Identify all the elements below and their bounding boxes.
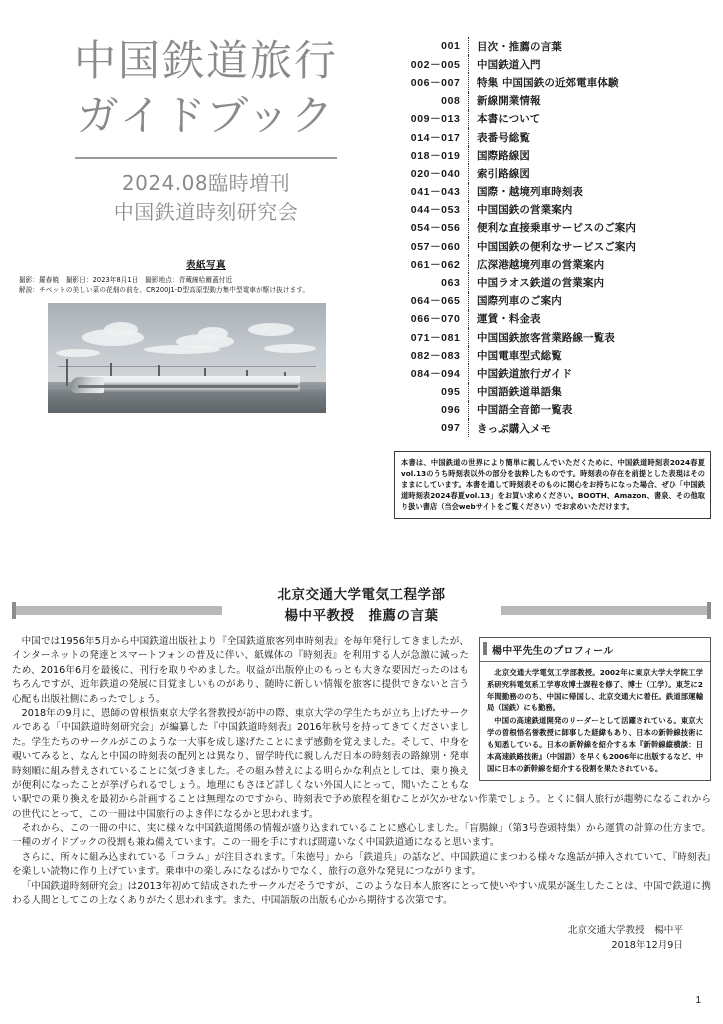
toc-row[interactable] [394, 273, 711, 291]
photo-heading: 表紙写真 [185, 260, 226, 272]
toc-row[interactable] [394, 219, 711, 237]
table-of-contents-column [394, 30, 711, 575]
toc-entry-title: 表番号総覧 [477, 131, 530, 144]
toc-row[interactable] [394, 146, 711, 164]
cover-subtitle [18, 169, 394, 227]
toc-entry-title: 国際・越境列車時刻表 [477, 186, 583, 199]
recommendation-heading-line-2: 楊中平教授 推薦の言葉 [284, 607, 439, 624]
toc-row[interactable] [394, 328, 711, 346]
toc-entry-title: 中国電車型式総覧 [477, 349, 562, 362]
cover-title-line-1: 中国鉄道旅行 [73, 36, 338, 85]
photo-credit-line-2: 解説：チベットの美しい菜の花畑の前を、CR200J1-D型高原型動力集中型電車が駆け抜けます。 [19, 285, 310, 294]
recommendation-paragraph: 「中国鉄道時刻研究会」は2013年初めて結成されたサークルだそうですが、このような日本人旅客にとって使いやすい成果が誕生したことは、中国で鉄道に携わる人間としてこの上なくありがたく思われます。また、中国語版の出版も心から期待する次第です。 [12, 880, 711, 907]
toc-row[interactable] [394, 419, 711, 437]
page-number: 1 [695, 995, 701, 1006]
toc-row[interactable] [394, 37, 711, 55]
photo-cloud [198, 327, 228, 340]
cover-divider [75, 157, 337, 159]
profile-paragraph: 中国の高速鉄道開発のリーダーとして活躍されている。東京大学の曽根悟名誉教授に師事した経緯もあり、日本の新幹線技術にも知悉している。日本の新幹線を紹介する本『新幹線縦横談：日本高速鉄路技術』（中国語）を早くも2006年に出版するなど、中国に日本の新幹線を紹介する役割を果たされている。 [487, 716, 703, 773]
photo-cloud [264, 344, 316, 353]
toc-row[interactable] [394, 292, 711, 310]
toc-row[interactable] [394, 310, 711, 328]
toc-entry-title: 本書について [477, 113, 541, 126]
toc-page-range: 054－056 [410, 222, 461, 235]
toc-entry-title: 中国国鉄旅客営業路線一覧表 [477, 331, 615, 344]
photo-cloud [104, 322, 138, 337]
toc-page-range: 014－017 [410, 131, 461, 144]
toc-entry-title: 索引路線図 [477, 167, 530, 180]
toc-page-range: 096 [441, 403, 461, 416]
recommendation-paragraph: 2018年の9月に、恩師の曽根悟東京大学名誉教授が訪中の際、東京大学の学生たちが立ち上げたサークルである「中国鉄道時刻研究会」が編纂した『中国鉄道時刻表』2016年秋号を持ってきてくださいました。学生たちのサークルがこのような一大事を成し遂げたことにまず感動を覚えました。そして、中身を覗いてみると、なんと中国の時刻表の配列とは異なり、留学時代に親しんだ日本の時刻表の路線別・発車時刻順に組み替えされていることに気づきました。その組み替えによる明らかな利点としては、乗り換えが便利になったことが挙げられるでしょう。地理にもさほど詳しくない外国人にとって、聞いたこともない駅での乗り換えを最初から計画することは無理なのですから、時刻表で予め旅程を組むことが欠かせない作業でしょう。とくに個人旅行が趨勢になるこれからの世代にとって、この一冊は中国旅行のよき伴になるかと思われます。 [12, 707, 711, 820]
photo-credit [18, 276, 394, 295]
profile-box [479, 637, 711, 781]
toc-entry-title: 国際列車のご案内 [477, 295, 562, 308]
recommendation-paragraph: 中国では1956年5月から中国鉄道出版社より『全国鉄道旅客列車時刻表』を毎年発行してきましたが、インターネットの発達とスマートフォンの普及に伴い、紙媒体の『時刻表』を利用する人が急激に減ったため、2016年6月を最後に、刊行を取りやめました。収益が出版停止のもっとも大きな要因だったのはもちろんですが、近年鉄道の発展に目覚ましいものがあり、随時に新しい情報を旅客に提供できないと言う心配も出版社側にあったでしょう。 [12, 636, 469, 705]
photo-high-speed-train [76, 376, 300, 393]
toc-entry-title: 便利な直接乗車サービスのご案内 [477, 222, 636, 235]
toc-page-range: 066－070 [410, 313, 461, 326]
cover-title-line-2: ガイドブック [76, 90, 336, 140]
recommendation-heading-line-1: 北京交通大学電気工程学部 [277, 587, 446, 603]
toc-page-range: 082－083 [410, 349, 461, 362]
toc-row[interactable] [394, 364, 711, 382]
toc-page-range: 009－013 [410, 113, 461, 126]
signature-date: 2018年12月9日 [611, 940, 683, 952]
toc-page-range: 084－094 [410, 367, 461, 380]
toc-row[interactable] [394, 164, 711, 182]
toc-entry-title: 中国国鉄の便利なサービスご案内 [477, 240, 636, 253]
header-ribbon-right [501, 606, 709, 615]
toc-page-range: 061－062 [410, 258, 461, 271]
photo-credit-line-1: 撮影：羅春暁 撮影日：2023年8月1日 撮影地点：青蔵線哈爾蓋付近 [19, 276, 233, 285]
toc-page-range: 063 [441, 276, 461, 289]
toc-page-range: 002－005 [410, 58, 461, 71]
toc-entry-title: きっぷ購入メモ [477, 422, 552, 435]
photo-cloud [56, 349, 100, 357]
toc-entry-title: 中国ラオス鉄道の営業案内 [477, 277, 605, 290]
toc-page-range: 008 [441, 94, 461, 107]
profile-paragraph: 北京交通大学電気工学部教授。2002年に東京大学大学院工学系研究科電気系工学専攻博士課程を修了、博士（工学）。東芝に2年間勤務ののち、中国に帰国し、北京交通大に着任。鉄道部運輸局（国鉄）にも勤務。 [487, 668, 703, 713]
toc-row[interactable] [394, 255, 711, 273]
toc-entry-title: 国際路線図 [477, 149, 530, 162]
profile-box-heading: 楊中平先生のプロフィール [480, 638, 710, 662]
toc-row[interactable] [394, 183, 711, 201]
toc-body [394, 37, 711, 437]
toc-row[interactable] [394, 201, 711, 219]
recommendation-signature [12, 924, 711, 954]
cover-photo-block [18, 257, 394, 413]
toc-page-range: 041－043 [410, 186, 461, 199]
cover-column [12, 30, 394, 575]
toc-page-range: 001 [441, 40, 461, 53]
photo-cloud [144, 345, 220, 354]
photo-catenary-wire [58, 366, 316, 367]
cover-title [18, 30, 394, 143]
recommendation-header [12, 585, 711, 629]
photo-catenary-pole [66, 359, 68, 389]
toc-page-range: 057－060 [410, 240, 461, 253]
toc-row[interactable] [394, 383, 711, 401]
toc-page-range: 064－065 [410, 295, 461, 308]
table-of-contents [394, 37, 711, 437]
toc-entry-title: 目次・推薦の言葉 [477, 40, 562, 53]
recommendation-heading [262, 585, 462, 627]
toc-entry-title: 中国国鉄の営業案内 [477, 204, 573, 217]
toc-row[interactable] [394, 92, 711, 110]
toc-page-range: 018－019 [410, 149, 461, 162]
toc-entry-title: 中国鉄道入門 [477, 58, 541, 71]
toc-entry-title: 新線開業情報 [477, 95, 541, 108]
toc-page-range: 006－007 [410, 76, 461, 89]
cover-photo [48, 303, 326, 413]
cover-subtitle-line-2: 中国鉄道時刻研究会 [113, 200, 299, 225]
toc-entry-title: 特集 中国国鉄の近郊電車体験 [477, 76, 619, 89]
toc-page-range: 044－053 [410, 204, 461, 217]
recommendation-paragraph: それから、この一冊の中に、実に様々な中国鉄道関係の情報が盛り込まれていることに感心しました。「盲腸線」（第3号巻頭特集）から運賃の計算の仕方まで。一種のガイドブックの役割も兼ね備えています。この一冊を手にすれば間違いなく中国鉄道通になると思います。 [12, 823, 711, 849]
toc-row[interactable] [394, 73, 711, 91]
toc-page-range: 097 [441, 422, 461, 435]
toc-entry-title: 中国語鉄道単語集 [477, 386, 562, 399]
recommendation-section [0, 585, 723, 954]
toc-row[interactable] [394, 237, 711, 255]
toc-row[interactable] [394, 346, 711, 364]
photo-cloud [248, 323, 294, 336]
cover-subtitle-line-1: 2024.08臨時増刊 [121, 171, 291, 196]
toc-entry-title: 中国鉄道旅行ガイド [477, 367, 573, 380]
toc-page-range: 095 [441, 385, 461, 398]
header-ribbon-left [14, 606, 222, 615]
toc-row[interactable] [394, 128, 711, 146]
recommendation-paragraph: さらに、所々に組み込まれている「コラム」が注目されます。「朱徳号」から「鉄道兵」の話など、中国鉄道にまつわる様々な逸話が挿入されていて、『時刻表』を楽しい読物に作り上げています。乗車中の楽しみになるばかりでなく、旅行の意外な発見につながります。 [12, 851, 711, 878]
toc-entry-title: 運賃・料金表 [477, 313, 541, 326]
recommendation-body [12, 635, 711, 954]
toc-page-range: 071－081 [410, 331, 461, 344]
toc-note-box: 本書は、中国鉄道の世界により簡単に親しんでいただくために、中国鉄道時刻表2024春夏vol.13のうち時刻表以外の部分を抜粋したものです。時刻表の存在を前提とした表現はそのままにしています。本書を通して時刻表そのものに関心をお持ちになった場合、ぜひ「中国鉄道時刻表2024春夏vol.13」をお買い求めください。BOOTH、Amazon、書泉、その他取り扱い書店（当会webサイトをご覧ください）でお求めいただけます。 [394, 451, 711, 518]
signature-name: 北京交通大学教授 楊中平 [567, 925, 683, 937]
toc-entry-title: 中国語全音節一覧表 [477, 404, 573, 417]
toc-page-range: 020－040 [410, 167, 461, 180]
toc-row[interactable] [394, 55, 711, 73]
toc-row[interactable] [394, 401, 711, 419]
toc-entry-title: 広深港越境列車の営業案内 [477, 258, 605, 271]
toc-row[interactable] [394, 110, 711, 128]
profile-box-text [480, 662, 710, 780]
photo-train-stripe [78, 385, 298, 388]
